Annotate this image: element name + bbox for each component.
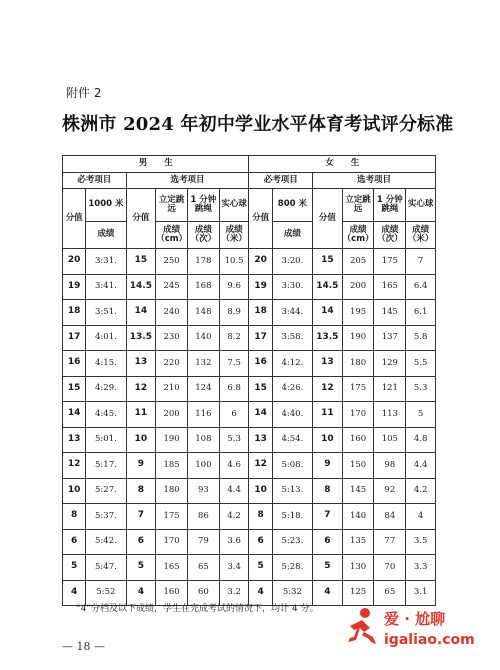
female-run-cell: 5:08. [272,453,312,479]
male-ball-cell: 9.6 [219,274,249,300]
footnote: “4”分档及以下成绩，学生在完成考试的情况下，均计 4 分。 [76,604,319,614]
female-run-cell: 4:54. [272,427,312,453]
female-rope-cell: 113 [374,402,406,428]
male-score-cell: 15 [63,376,86,402]
female-jump-cell: 130 [342,555,374,581]
table-row [63,504,436,530]
male-jump-cell: 180 [156,478,188,504]
female-jump-cell: 125 [342,580,374,606]
male-run-cell: 4:29. [86,376,126,402]
scoring-table-body [63,249,436,606]
female-score-cell: 17 [249,325,272,351]
scoring-table [62,155,436,606]
female-ball-cell: 6.4 [406,274,436,300]
male-jump-cell: 185 [156,453,188,479]
female-elective-score-cell: 6 [313,529,343,555]
female-jump-cell: 205 [342,249,374,275]
female-run-cell: 4:12. [272,351,312,377]
male-score-cell: 8 [63,504,86,530]
male-rope-cell: 108 [187,427,219,453]
male-rope-cell: 100 [187,453,219,479]
male-elective-score-header: 分值 [126,189,156,249]
female-ball-cell: 3.3 [406,555,436,581]
female-ball-cell: 4.8 [406,427,436,453]
page-number: — 18 — [62,640,105,653]
male-elective-score-cell: 5 [126,555,156,581]
table-row [63,351,436,377]
male-score-cell: 19 [63,274,86,300]
female-rope-cell: 137 [374,325,406,351]
male-jump-cell: 245 [156,274,188,300]
female-run-cell: 4:26. [272,376,312,402]
male-elective-score-cell: 9 [126,453,156,479]
male-ball-cell: 3.2 [219,580,249,606]
female-score-cell: 16 [249,351,272,377]
male-score-cell: 14 [63,402,86,428]
male-run-cell: 4:45. [86,402,126,428]
female-jump-cell: 140 [342,504,374,530]
male-score-cell: 5 [63,555,86,581]
female-ball-cell: 3.5 [406,529,436,555]
male-rope-cell: 86 [187,504,219,530]
female-run-cell: 5:28. [272,555,312,581]
female-jump-cell: 180 [342,351,374,377]
table-row [63,249,436,275]
female-score-cell: 19 [249,274,272,300]
male-elective-score-cell: 11 [126,402,156,428]
male-run-cell: 4:01. [86,325,126,351]
female-score-cell: 4 [249,580,272,606]
annex-label: 附件 2 [66,86,102,100]
female-rope-header: 1 分钟跳绳 [374,189,406,222]
female-run-cell: 5:18. [272,504,312,530]
male-elective-score-cell: 14 [126,300,156,326]
female-ball-cell: 5.5 [406,351,436,377]
male-ball-cell: 10.5 [219,249,249,275]
female-rope-cell: 165 [374,274,406,300]
running-figure-icon [340,606,380,646]
male-rope-cell: 65 [187,555,219,581]
male-rope-header: 1 分钟跳绳 [187,189,219,222]
female-rope-cell: 105 [374,427,406,453]
male-jump-cell: 165 [156,555,188,581]
table-row [63,529,436,555]
male-jump-cell: 200 [156,402,188,428]
male-elective-score-cell: 10 [126,427,156,453]
female-ball-unit-header: 成绩（米） [406,222,436,249]
male-rope-unit-header: 成绩（次） [187,222,219,249]
female-ball-header: 实心球 [406,189,436,222]
male-ball-cell: 6.8 [219,376,249,402]
male-required-header: 必考项目 [63,173,127,189]
female-rope-cell: 77 [374,529,406,555]
table-row [63,402,436,428]
female-elective-score-cell: 5 [313,555,343,581]
female-ball-cell: 7 [406,249,436,275]
male-score-cell: 17 [63,325,86,351]
female-elective-score-cell: 13 [313,351,343,377]
female-jump-cell: 200 [342,274,374,300]
male-jump-cell: 170 [156,529,188,555]
female-jump-unit-header: 成绩（cm） [342,222,374,249]
female-elective-score-cell: 14.5 [313,274,343,300]
female-run-cell: 3:20. [272,249,312,275]
female-run-cell: 3:58. [272,325,312,351]
female-elective-score-cell: 15 [313,249,343,275]
female-jump-cell: 150 [342,453,374,479]
male-run-cell: 5:52 [86,580,126,606]
female-run-result-header: 成绩 [272,222,312,249]
male-run-cell: 5:17. [86,453,126,479]
female-rope-cell: 175 [374,249,406,275]
table-row [63,453,436,479]
female-score-cell: 8 [249,504,272,530]
female-required-header: 必考项目 [249,173,313,189]
male-run-cell: 5:47. [86,555,126,581]
table-row [63,325,436,351]
female-jump-cell: 190 [342,325,374,351]
male-elective-score-cell: 15 [126,249,156,275]
male-elective-score-cell: 12 [126,376,156,402]
female-ball-cell: 5 [406,402,436,428]
male-jump-cell: 175 [156,504,188,530]
male-rope-cell: 132 [187,351,219,377]
male-jump-cell: 250 [156,249,188,275]
male-header: 男 生 [63,156,249,173]
male-ball-cell: 8.2 [219,325,249,351]
male-long-jump-header: 立定跳远 [156,189,188,222]
male-ball-cell: 7.5 [219,351,249,377]
female-run-header: 800 米 [272,189,312,222]
female-ball-cell: 5.3 [406,376,436,402]
male-run-cell: 5:42. [86,529,126,555]
female-elective-score-cell: 10 [313,427,343,453]
male-elective-score-cell: 13 [126,351,156,377]
female-run-cell: 5:32 [272,580,312,606]
female-ball-cell: 4.4 [406,453,436,479]
female-jump-cell: 170 [342,402,374,428]
male-score-cell: 18 [63,300,86,326]
female-rope-cell: 98 [374,453,406,479]
female-run-cell: 4:40. [272,402,312,428]
male-elective-score-cell: 8 [126,478,156,504]
female-jump-cell: 145 [342,478,374,504]
male-score-cell: 12 [63,453,86,479]
male-run-cell: 5:37. [86,504,126,530]
watermark-text: 爱 · 尬聊 [384,610,446,628]
male-jump-cell: 210 [156,376,188,402]
male-score-cell: 20 [63,249,86,275]
female-elective-score-cell: 8 [313,478,343,504]
female-score-header: 分值 [249,189,272,249]
male-elective-score-cell: 14.5 [126,274,156,300]
female-elective-score-header: 分值 [313,189,343,249]
male-score-cell: 10 [63,478,86,504]
male-elective-score-cell: 4 [126,580,156,606]
female-jump-cell: 135 [342,529,374,555]
female-score-cell: 5 [249,555,272,581]
male-rope-cell: 140 [187,325,219,351]
male-ball-cell: 4.4 [219,478,249,504]
male-score-cell: 13 [63,427,86,453]
female-score-cell: 18 [249,300,272,326]
female-rope-cell: 121 [374,376,406,402]
table-row [63,376,436,402]
female-rope-cell: 70 [374,555,406,581]
female-header: 女 生 [249,156,436,173]
female-score-cell: 13 [249,427,272,453]
male-rope-cell: 124 [187,376,219,402]
female-ball-cell: 4.2 [406,478,436,504]
female-score-cell: 14 [249,402,272,428]
male-score-cell: 6 [63,529,86,555]
male-jump-cell: 190 [156,427,188,453]
female-elective-score-cell: 13.5 [313,325,343,351]
male-rope-cell: 116 [187,402,219,428]
female-ball-cell: 3.1 [406,580,436,606]
male-score-header: 分值 [63,189,86,249]
female-jump-cell: 160 [342,427,374,453]
document-title: 株洲市 2024 年初中学业水平体育考试评分标准 [62,114,454,135]
male-ball-cell: 4.2 [219,504,249,530]
table-row [63,274,436,300]
female-elective-score-cell: 14 [313,300,343,326]
female-long-jump-header: 立定跳远 [342,189,374,222]
male-jump-cell: 240 [156,300,188,326]
male-jump-cell: 220 [156,351,188,377]
male-score-cell: 4 [63,580,86,606]
female-elective-score-cell: 9 [313,453,343,479]
table-row [63,555,436,581]
female-ball-cell: 5.8 [406,325,436,351]
female-rope-unit-header: 成绩（次） [374,222,406,249]
female-rope-cell: 65 [374,580,406,606]
female-score-cell: 12 [249,453,272,479]
female-score-cell: 10 [249,478,272,504]
male-run-result-header: 成绩 [86,222,126,249]
male-ball-header: 实心球 [219,189,249,222]
female-elective-score-cell: 11 [313,402,343,428]
female-elective-score-cell: 7 [313,504,343,530]
female-elective-score-cell: 4 [313,580,343,606]
male-elective-header: 选考项目 [126,173,249,189]
male-elective-score-cell: 13.5 [126,325,156,351]
male-rope-cell: 168 [187,274,219,300]
male-run-cell: 3:41. [86,274,126,300]
female-rope-cell: 92 [374,478,406,504]
male-run-cell: 4:15. [86,351,126,377]
female-run-cell: 5:13. [272,478,312,504]
male-run-header: 1000 米 [86,189,126,222]
male-elective-score-cell: 7 [126,504,156,530]
male-score-cell: 16 [63,351,86,377]
male-run-cell: 5:01. [86,427,126,453]
male-run-cell: 5:27. [86,478,126,504]
male-ball-cell: 4.6 [219,453,249,479]
watermark-domain: igaliao.com [384,632,475,648]
table-row [63,300,436,326]
male-rope-cell: 79 [187,529,219,555]
female-run-cell: 3:30. [272,274,312,300]
male-jump-cell: 230 [156,325,188,351]
male-run-cell: 3:51. [86,300,126,326]
female-jump-cell: 195 [342,300,374,326]
male-rope-cell: 148 [187,300,219,326]
female-rope-cell: 129 [374,351,406,377]
female-elective-score-cell: 12 [313,376,343,402]
male-ball-cell: 6 [219,402,249,428]
male-rope-cell: 178 [187,249,219,275]
male-ball-cell: 3.4 [219,555,249,581]
female-rope-cell: 84 [374,504,406,530]
female-score-cell: 6 [249,529,272,555]
male-ball-unit-header: 成绩（米） [219,222,249,249]
female-jump-cell: 175 [342,376,374,402]
female-run-cell: 3:44. [272,300,312,326]
male-rope-cell: 60 [187,580,219,606]
male-ball-cell: 8.9 [219,300,249,326]
table-row [63,427,436,453]
female-elective-header: 选考项目 [313,173,436,189]
female-ball-cell: 4 [406,504,436,530]
male-ball-cell: 5.3 [219,427,249,453]
male-ball-cell: 3.6 [219,529,249,555]
female-run-cell: 5:23. [272,529,312,555]
female-score-cell: 15 [249,376,272,402]
male-rope-cell: 93 [187,478,219,504]
male-elective-score-cell: 6 [126,529,156,555]
female-score-cell: 20 [249,249,272,275]
site-watermark [340,604,490,660]
male-jump-unit-header: 成绩（cm） [156,222,188,249]
female-rope-cell: 145 [374,300,406,326]
table-row [63,478,436,504]
male-run-cell: 3:31. [86,249,126,275]
male-jump-cell: 160 [156,580,188,606]
female-ball-cell: 6.1 [406,300,436,326]
